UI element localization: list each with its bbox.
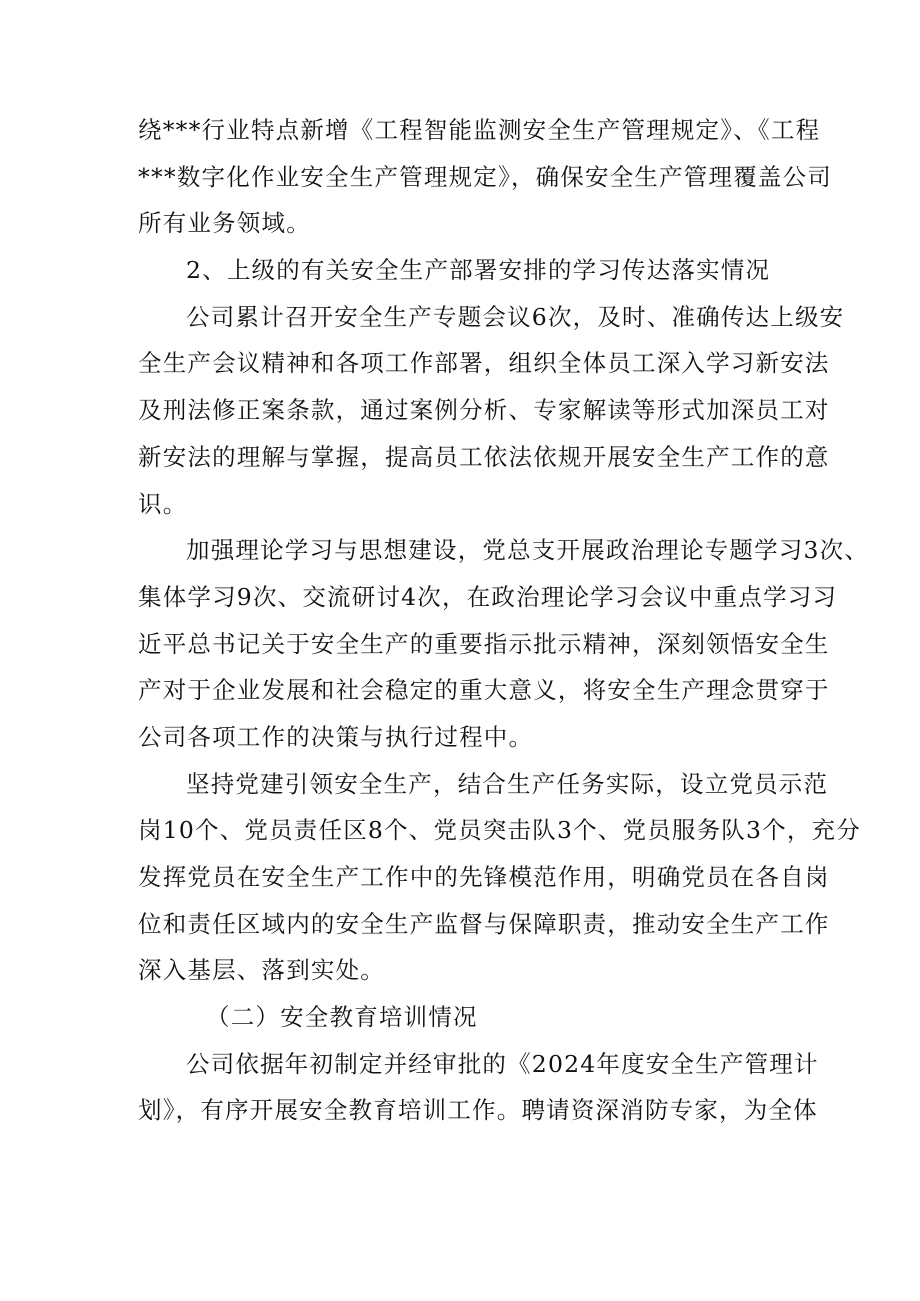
document-line: 加强理论学习与思想建设，党总支开展政治理论专题学习3次、 [186,536,870,565]
document-line: 识。 [138,489,188,518]
document-line: 划》，有序开展安全教育培训工作。聘请资深消防专家，为全体 [138,1096,818,1125]
document-line: 新安法的理解与掌握，提高员工依法依规开展安全生产工作的意 [138,442,830,471]
document-line: 公司各项工作的决策与执行过程中。 [138,722,534,751]
document-line: 岗10个、党员责任区8个、党员突击队3个、党员服务队3个，充分 [138,816,861,845]
document-line: 发挥党员在安全生产工作中的先锋模范作用，明确党员在各自岗 [138,863,830,891]
document-line: 坚持党建引领安全生产，结合生产任务实际，设立党员示范 [186,769,829,798]
document-line: 所有业务领域。 [138,209,311,238]
document-line: 产对于企业发展和社会稳定的重大意义，将安全生产理念贯穿于 [138,676,830,705]
document-line: 绕***行业特点新增《工程智能监测安全生产管理规定》、《工程 [138,116,821,144]
document-line: 近平总书记关于安全生产的重要指示批示精神，深刻领悟安全生 [138,629,830,658]
document-line: 全生产会议精神和各项工作部署，组织全体员工深入学习新安法 [138,349,830,378]
document-line: 深入基层、落到实处。 [138,956,385,985]
document-body [138,107,870,1134]
document-line: 位和责任区域内的安全生产监督与保障职责，推动安全生产工作 [138,909,830,938]
document-line: （二）安全教育培训情况 [206,1003,478,1032]
document-line: 集体学习9次、交流研讨4次，在政治理论学习会议中重点学习习 [138,582,838,611]
document-line: 及刑法修正案条款，通过案例分析、专家解读等形式加深员工对 [138,396,830,425]
document-line: 公司依据年初制定并经审批的《2024年度安全生产管理计 [186,1049,819,1078]
document-line: 公司累计召开安全生产专题会议6次，及时、准确传达上级安 [186,302,845,331]
document-line: ***数字化作业安全生产管理规定》，确保安全生产管理覆盖公司 [138,162,832,191]
document-line: 2、上级的有关安全生产部署安排的学习传达落实情况 [186,256,771,285]
